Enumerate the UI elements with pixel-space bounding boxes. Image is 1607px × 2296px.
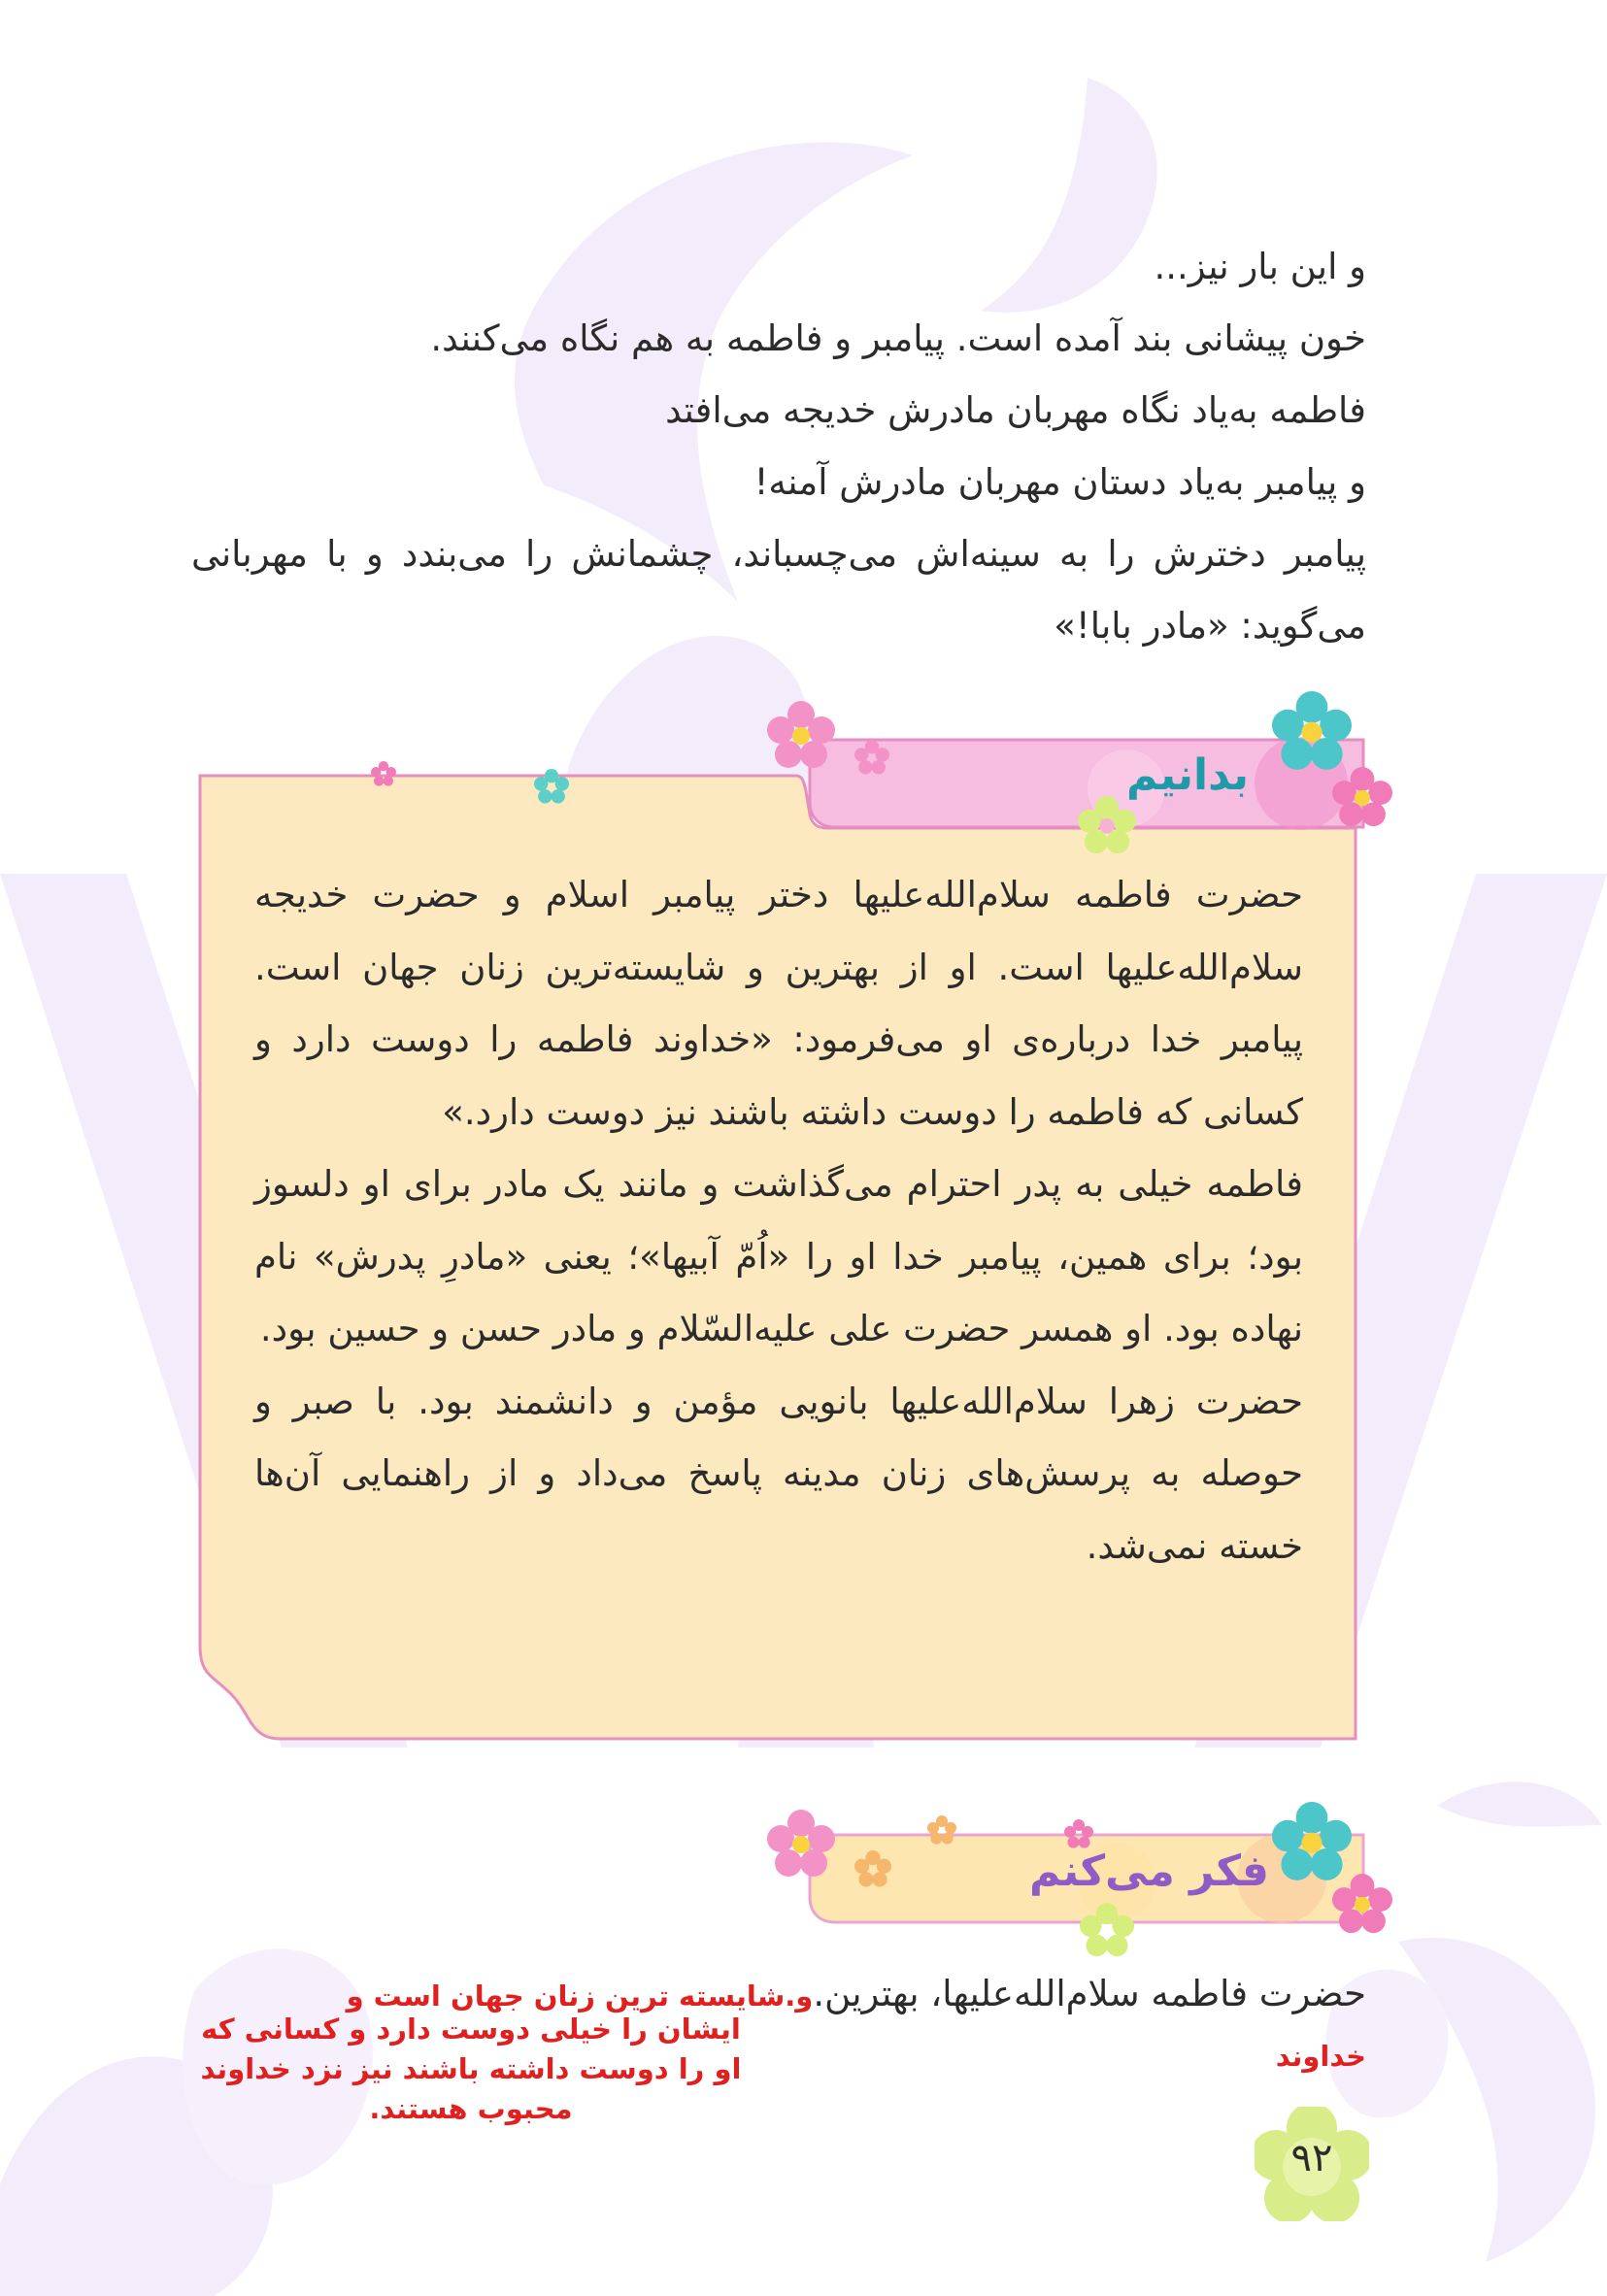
page-number: ۹۲ <box>1290 2136 1333 2180</box>
small-pink-flower-icon <box>854 740 889 775</box>
intro-line: و این بار نیز... <box>1154 246 1366 287</box>
section2-title: فکر می‌کنم <box>1029 1847 1269 1896</box>
intro-line: فاطمه به‌یاد نگاه مهربان مادرش خدیجه می‌افتد <box>665 389 1366 431</box>
small-orange-flower-icon <box>854 1850 891 1887</box>
answer-prompt: حضرت فاطمه سلام‌الله‌علیها، بهترین. <box>813 1973 1366 2014</box>
small-teal-flower-icon <box>534 769 569 804</box>
teal-flower-icon <box>1272 691 1352 771</box>
section1-paragraph: حضرت زهرا سلام‌الله‌علیها بانویی مؤمن و دانشمند بود. با صبر و حوصله به پرسش‌های زنان مدینه پاسخ می‌داد و از راهنمایی آن‌ها خسته نمی‌شد. <box>254 1380 1303 1567</box>
pink-flower-icon <box>767 701 835 769</box>
section1-paragraph: حضرت فاطمه سلام‌الله‌علیها دختر پیامبر اسلام و حضرت خدیجه سلام‌الله‌علیها است. او از بهترین و شایسته‌ترین زنان جهان است. پیامبر خدا درباره‌ی او می‌فرمود: «خداوند فاطمه را دوست دارد و کسانی که فاطمه را دوست داشته باشند نیز دوست دارد.» <box>254 874 1303 1133</box>
intro-line: خون پیشانی بند آمده است. پیامبر و فاطمه به هم نگاه می‌کنند. <box>430 317 1366 359</box>
small-pink-flower-icon <box>1064 1819 1093 1848</box>
intro-text <box>191 231 1366 662</box>
answer-handwritten: ایشان را خیلی دوست دارد و کسانی که او را دوست داشته باشند نیز نزد خداوند محبوب هستند. <box>200 2013 742 2125</box>
small-orange-flower-icon <box>927 1815 956 1845</box>
section1-title: بدانیم <box>1126 750 1250 800</box>
section1-paragraph: فاطمه خیلی به پدر احترام می‌گذاشت و مانند یک مادر برای او دلسوز بود؛ برای همین، پیامبر خدا او را «اُمّ آبیها»؛ یعنی «مادرِ پدرش» نام نهاده بود. او همسر حضرت علی علیه‌السّلام و مادر حسن و حسین بود. <box>254 1163 1303 1349</box>
section1-body <box>254 859 1303 1582</box>
pink-flower-icon <box>1332 1874 1392 1934</box>
pink-flower-icon <box>1332 767 1392 827</box>
small-pink-flower-icon <box>371 761 396 786</box>
answer-inline: و.شایسته ترین زنان جهان است و خداوند <box>346 1980 1366 2073</box>
teal-flower-icon <box>1272 1802 1352 1881</box>
intro-line: و پیامبر به‌یاد دستان مهربان مادرش آمنه! <box>753 461 1366 503</box>
intro-line: پیامبر دخترش را به سینه‌اش می‌چسباند، چشمانش را می‌بندد و با مهربانی می‌گوید: «مادر بابا!» <box>191 533 1366 647</box>
lime-flower-icon <box>1078 796 1136 854</box>
pink-flower-icon <box>767 1810 835 1878</box>
lime-flower-icon <box>1080 1903 1134 1957</box>
page-number-badge <box>1255 2107 1369 2221</box>
